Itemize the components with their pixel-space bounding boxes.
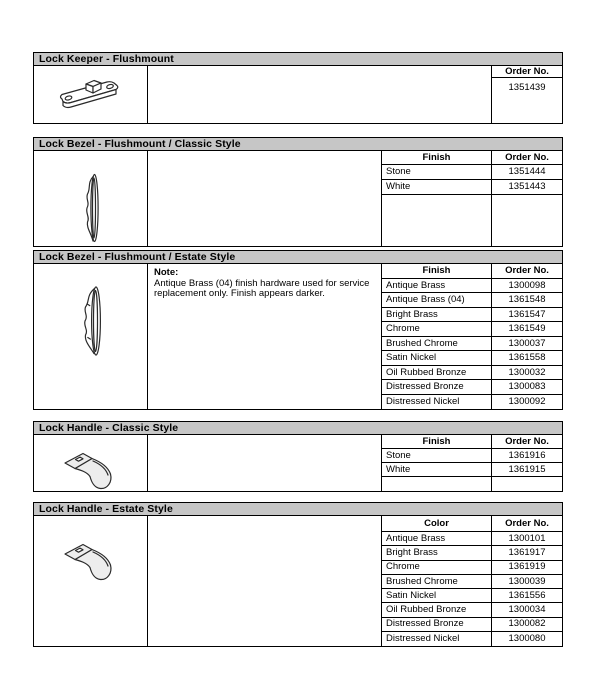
product-image-cell bbox=[34, 66, 148, 123]
table-row bbox=[382, 322, 562, 336]
finish-cell: Stone bbox=[382, 449, 492, 462]
note-label: Note: bbox=[154, 267, 179, 278]
finish-cell: Brushed Chrome bbox=[382, 337, 492, 350]
description-cell bbox=[148, 435, 382, 491]
order-no-column-header: Order No. bbox=[505, 435, 549, 447]
color-column-header: Color bbox=[382, 516, 492, 531]
table-row bbox=[382, 380, 562, 394]
table-filler bbox=[382, 477, 562, 491]
order-table bbox=[382, 516, 562, 646]
table-row bbox=[382, 293, 562, 307]
finish-cell: Antique Brass bbox=[382, 532, 492, 545]
parts-table bbox=[33, 264, 563, 410]
note-text: Antique Brass (04) finish hardware used for service replacement only. Finish appears darker. bbox=[154, 277, 370, 299]
order-table bbox=[382, 435, 562, 491]
product-image-cell bbox=[34, 151, 148, 246]
section-lock-handle-classic bbox=[33, 421, 563, 492]
order-no-cell: 1300092 bbox=[508, 395, 546, 407]
lock-bezel-classic-icon bbox=[83, 171, 99, 245]
finish-cell: Distressed Nickel bbox=[382, 395, 492, 409]
finish-cell: Chrome bbox=[382, 561, 492, 574]
finish-cell: Stone bbox=[382, 165, 492, 179]
table-row bbox=[382, 632, 562, 646]
table-header-row bbox=[382, 264, 562, 279]
description-cell bbox=[148, 151, 382, 246]
finish-column-header: Finish bbox=[382, 435, 492, 448]
order-no-cell: 1300080 bbox=[508, 633, 546, 645]
order-no-column-header: Order No. bbox=[505, 65, 549, 77]
order-no-cell: 1300082 bbox=[508, 618, 546, 630]
order-no-column-header: Order No. bbox=[505, 151, 549, 163]
finish-cell: Satin Nickel bbox=[382, 589, 492, 602]
section-header bbox=[33, 502, 563, 516]
order-no-cell: 1361558 bbox=[508, 352, 546, 364]
filler-order-cell bbox=[492, 477, 562, 491]
finish-column-header: Finish bbox=[382, 151, 492, 164]
finish-cell: Antique Brass (04) bbox=[382, 293, 492, 306]
finish-cell: Antique Brass bbox=[382, 279, 492, 292]
section-title: Lock Bezel - Flushmount / Classic Style bbox=[39, 137, 241, 150]
lock-handle-icon bbox=[60, 540, 122, 584]
parts-table bbox=[33, 151, 563, 247]
table-filler bbox=[382, 195, 562, 246]
section-lock-bezel-classic bbox=[33, 137, 563, 247]
finish-cell: Bright Brass bbox=[382, 308, 492, 321]
product-image-cell bbox=[34, 264, 148, 409]
order-no-column-header: Order No. bbox=[505, 265, 549, 277]
product-image-cell bbox=[34, 435, 148, 491]
order-no-cell: 1300032 bbox=[508, 366, 546, 378]
order-table bbox=[492, 66, 562, 123]
description-cell bbox=[148, 264, 382, 409]
section-header bbox=[33, 250, 563, 264]
order-no-cell: 1351443 bbox=[508, 181, 546, 193]
order-no-cell: 1361917 bbox=[508, 547, 546, 559]
table-row bbox=[382, 308, 562, 322]
table-row bbox=[382, 589, 562, 603]
section-lock-bezel-estate bbox=[33, 250, 563, 410]
order-no-cell: 1361916 bbox=[508, 449, 546, 461]
table-row bbox=[382, 351, 562, 365]
finish-cell: Brushed Chrome bbox=[382, 575, 492, 588]
filler-order-cell bbox=[492, 195, 562, 246]
table-row bbox=[382, 366, 562, 380]
table-filler bbox=[492, 97, 562, 123]
section-title: Lock Handle - Estate Style bbox=[39, 502, 173, 515]
finish-cell: Bright Brass bbox=[382, 546, 492, 559]
finish-cell: Chrome bbox=[382, 322, 492, 335]
lock-keeper-icon bbox=[55, 75, 127, 115]
product-image-cell bbox=[34, 516, 148, 646]
order-no-cell: 1361548 bbox=[508, 294, 546, 306]
section-header bbox=[33, 52, 563, 66]
description-cell bbox=[148, 66, 492, 123]
lock-bezel-estate-icon bbox=[80, 283, 102, 359]
description-cell bbox=[148, 516, 382, 646]
order-no-cell: 1300037 bbox=[508, 337, 546, 349]
order-no-cell: 1361919 bbox=[508, 561, 546, 573]
filler-finish-cell bbox=[382, 195, 492, 246]
section-header bbox=[33, 137, 563, 151]
table-row bbox=[382, 337, 562, 351]
order-no-cell: 1300101 bbox=[508, 532, 546, 544]
section-title: Lock Handle - Classic Style bbox=[39, 421, 179, 434]
order-no-column-header: Order No. bbox=[505, 517, 549, 529]
finish-column-header: Finish bbox=[382, 264, 492, 278]
filler-finish-cell bbox=[382, 477, 492, 491]
finish-cell: Oil Rubbed Bronze bbox=[382, 603, 492, 616]
finish-cell: Oil Rubbed Bronze bbox=[382, 366, 492, 379]
table-row bbox=[382, 603, 562, 617]
note-block bbox=[148, 264, 381, 300]
table-header-row bbox=[382, 516, 562, 532]
table-row bbox=[382, 449, 562, 463]
section-header bbox=[33, 421, 563, 435]
order-no-cell: 1351444 bbox=[508, 166, 546, 178]
table-row bbox=[382, 546, 562, 560]
order-no-cell: 1361556 bbox=[508, 589, 546, 601]
order-no-cell: 1300083 bbox=[508, 381, 546, 393]
order-table bbox=[382, 264, 562, 409]
order-table bbox=[382, 151, 562, 246]
order-no-cell: 1300039 bbox=[508, 575, 546, 587]
parts-table bbox=[33, 516, 563, 647]
table-row bbox=[382, 165, 562, 180]
table-header-row bbox=[382, 151, 562, 165]
order-no-cell: 1300034 bbox=[508, 604, 546, 616]
parts-table bbox=[33, 66, 563, 124]
table-row bbox=[492, 78, 562, 97]
parts-table bbox=[33, 435, 563, 492]
table-row bbox=[382, 561, 562, 575]
table-row bbox=[382, 180, 562, 195]
section-title: Lock Keeper - Flushmount bbox=[39, 52, 174, 65]
order-no-cell: 1361549 bbox=[508, 323, 546, 335]
table-header-row bbox=[382, 435, 562, 449]
table-row bbox=[382, 532, 562, 546]
table-row bbox=[382, 575, 562, 589]
finish-cell: Distressed Nickel bbox=[382, 632, 492, 646]
finish-cell: White bbox=[382, 463, 492, 476]
order-no-cell: 1361547 bbox=[508, 308, 546, 320]
finish-cell: Satin Nickel bbox=[382, 351, 492, 364]
finish-cell: Distressed Bronze bbox=[382, 380, 492, 393]
finish-cell: Distressed Bronze bbox=[382, 618, 492, 631]
section-title: Lock Bezel - Flushmount / Estate Style bbox=[39, 250, 236, 263]
table-row bbox=[382, 463, 562, 477]
lock-handle-icon bbox=[60, 449, 122, 493]
order-no-cell: 1361915 bbox=[508, 463, 546, 475]
section-lock-handle-estate bbox=[33, 502, 563, 647]
table-header-row bbox=[492, 66, 562, 78]
table-row bbox=[382, 279, 562, 293]
table-row bbox=[382, 618, 562, 632]
section-lock-keeper-flushmount bbox=[33, 52, 563, 124]
order-no-cell: 1300098 bbox=[508, 279, 546, 291]
finish-cell: White bbox=[382, 180, 492, 194]
order-no-cell: 1351439 bbox=[508, 81, 546, 93]
table-row bbox=[382, 395, 562, 409]
